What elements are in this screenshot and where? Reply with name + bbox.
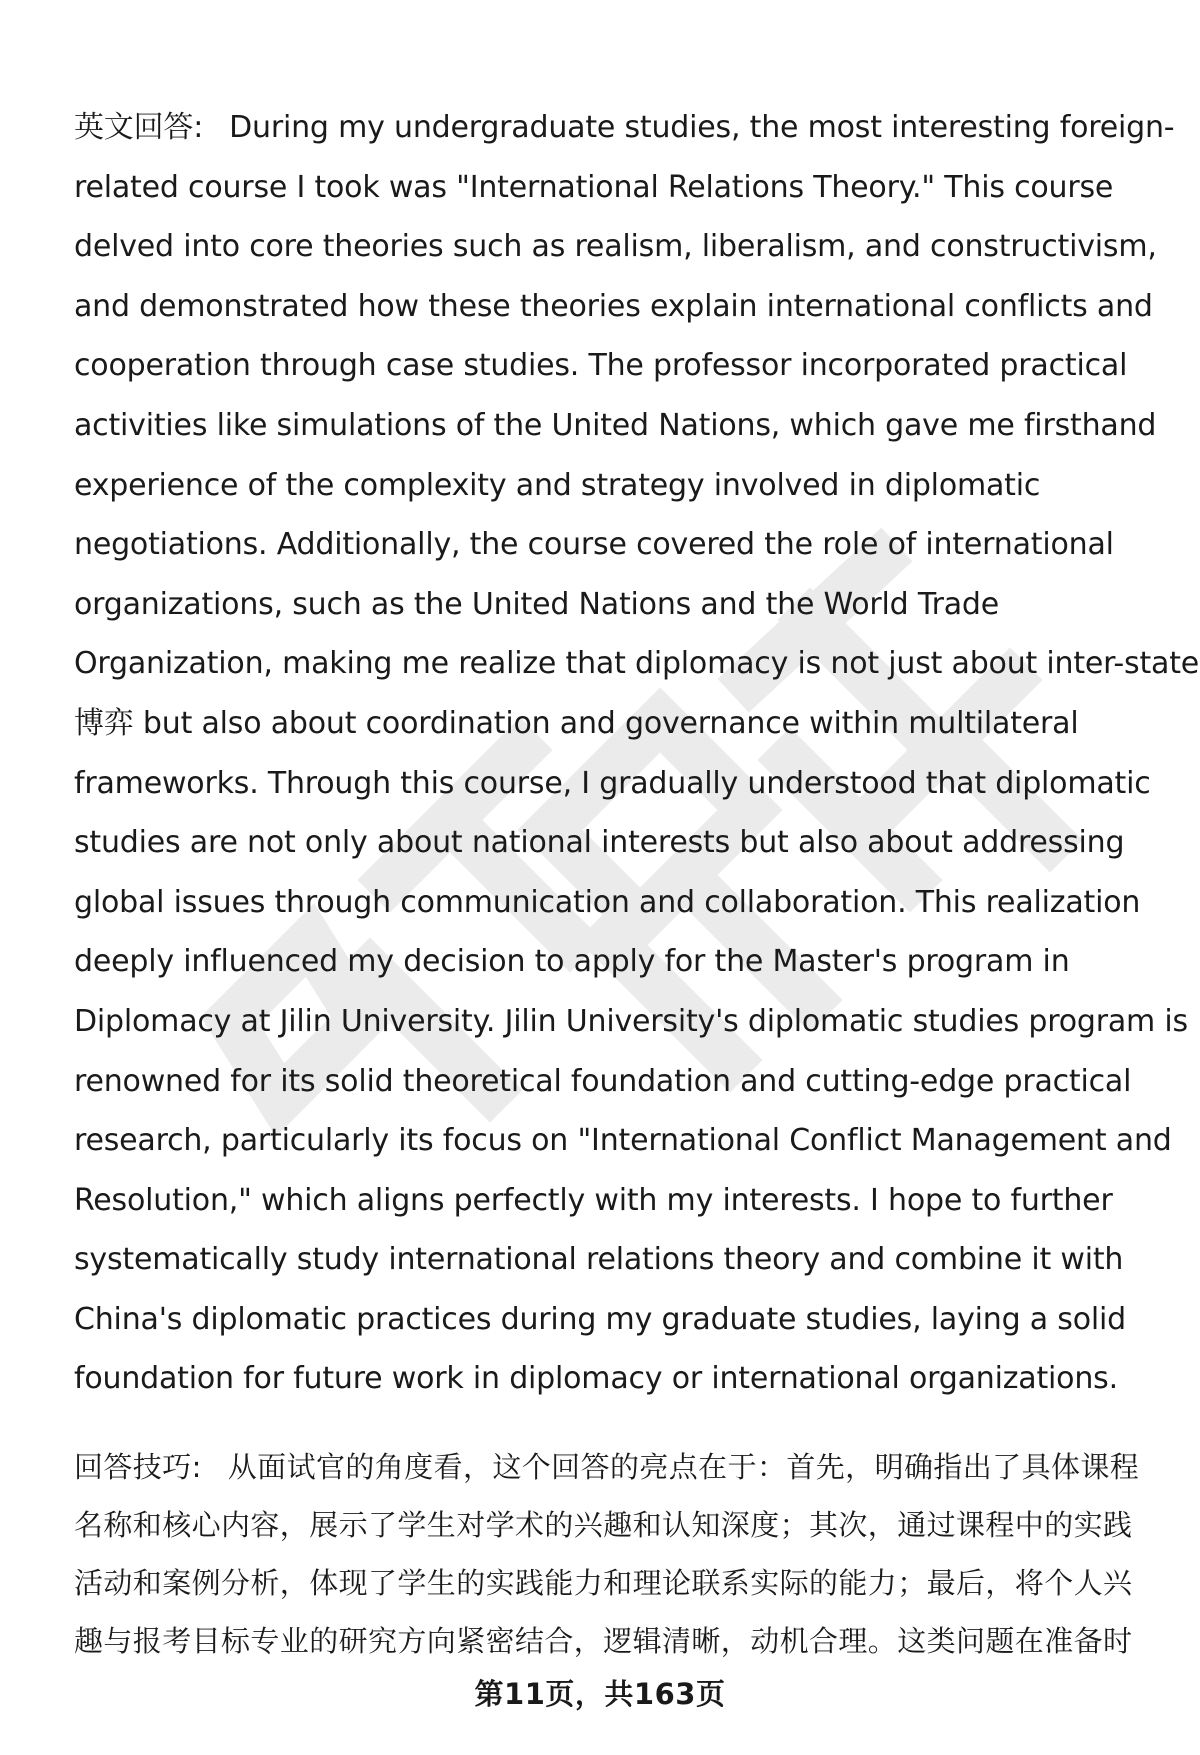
answer-line: foundation for future work in diplomacy or international organizations.	[74, 1361, 1118, 1397]
answer-text: During my undergraduate studies, the most interesting foreign-	[229, 110, 1175, 145]
tips-line: 活动和案例分析，体现了学生的实践能力和理论联系实际的能力；最后，将个人兴	[74, 1566, 1133, 1600]
answer-line: frameworks. Through this course, I gradually understood that diplomatic	[74, 765, 1151, 801]
answer-line: Diplomacy at Jilin University. Jilin University's diplomatic studies program is	[74, 1003, 1188, 1039]
answer-line	[74, 98, 1175, 158]
answer-line: deeply influenced my decision to apply for the Master's program in	[74, 944, 1070, 980]
answer-line: 博弈 but also about coordination and governance within multilateral	[74, 705, 1079, 741]
tips-line: 名称和核心内容，展示了学生对学术的兴趣和认知深度；其次，通过课程中的实践	[74, 1508, 1133, 1542]
answer-line: systematically study international relations theory and combine it with	[74, 1242, 1124, 1278]
answer-line: renowned for its solid theoretical foundation and cutting-edge practical	[74, 1063, 1132, 1099]
tips-label: 回答技巧:	[74, 1450, 202, 1484]
answer-line: experience of the complexity and strategy involved in diplomatic	[74, 467, 1041, 503]
answer-line: Organization, making me realize that diplomacy is not just about inter-state	[74, 646, 1200, 682]
answer-line: China's diplomatic practices during my graduate studies, laying a solid	[74, 1301, 1126, 1337]
answer-line: organizations, such as the United Nations and the World Trade	[74, 586, 999, 622]
answer-line: studies are not only about national interests but also about addressing	[74, 825, 1125, 861]
answer-line: research, particularly its focus on "International Conflict Management and	[74, 1123, 1172, 1159]
english-answer-section	[74, 98, 1200, 1409]
answer-line: Resolution," which aligns perfectly with my interests. I hope to further	[74, 1182, 1113, 1218]
answer-line: global issues through communication and collaboration. This realization	[74, 884, 1141, 920]
tips-text: 从面试官的角度看，这个回答的亮点在于：首先，明确指出了具体课程	[227, 1450, 1140, 1484]
answer-line: negotiations. Additionally, the course covered the role of international	[74, 527, 1114, 563]
answer-line: and demonstrated how these theories explain international conflicts and	[74, 288, 1153, 324]
answer-label: 英文回答:	[74, 110, 204, 145]
answer-line: delved into core theories such as realism, liberalism, and constructivism,	[74, 229, 1157, 265]
answer-line: activities like simulations of the United Nations, which gave me firsthand	[74, 407, 1157, 443]
answer-tips-section	[74, 1438, 1154, 1670]
answer-line: related course I took was "International Relations Theory." This course	[74, 169, 1114, 205]
answer-line: cooperation through case studies. The professor incorporated practical	[74, 348, 1128, 384]
tips-line	[74, 1438, 1154, 1496]
tips-line: 趣与报考目标专业的研究方向紧密结合，逻辑清晰，动机合理。这类问题在准备时	[74, 1624, 1133, 1658]
page-number-footer: 第11页，共163页	[474, 1677, 726, 1711]
